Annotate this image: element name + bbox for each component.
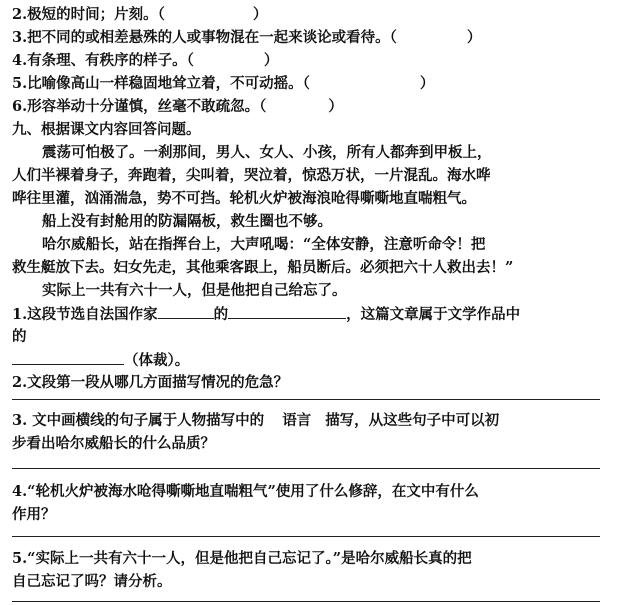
question-3-cont: 步看出哈尔威船长的什么品质？ <box>12 435 215 452</box>
question-5: 5.“实际上一共有六十一人，但是他把自己忘记了。”是哈尔威船长真的把 <box>12 550 472 567</box>
vocab-item-5: 5.比喻像高山一样稳固地耸立着，不可动摇。（ ） <box>12 75 435 92</box>
genre-answer-blank[interactable] <box>12 350 124 365</box>
question-3: 3. 文中画横线的句子属于人物描写中的 语言 描写，从这些句子中可以初 <box>12 412 500 429</box>
question-4: 4.“轮机火炉被海水呛得嘶嘶地直喘粗气”使用了什么修辞，在文中有什么 <box>12 483 479 500</box>
answer-line-3[interactable] <box>12 468 600 469</box>
section-heading: 九、根据课文内容回答问题。 <box>12 121 201 138</box>
passage-line: 人们半裸着身子，奔跑着，尖叫着，哭泣着，惊恐万状，一片混乱。海水哗 <box>12 167 491 184</box>
vocab-item-4: 4.有条理、有秩序的样子。（ ） <box>12 52 279 69</box>
question-4-cont: 作用？ <box>12 506 56 523</box>
question-1-genre: （体裁）。 <box>12 350 189 371</box>
passage-line: 救生艇放下去。妇女先走，其他乘客跟上，船员断后。必须把六十人救出去！” <box>12 259 514 276</box>
question-1: 1.这段节选自法国作家 的 ，这篇文章属于文学作品中 <box>12 306 521 323</box>
title-answer-blank[interactable] <box>228 304 346 319</box>
passage-line: 船上没有封舱用的防漏隔板，救生圈也不够。 <box>42 213 332 230</box>
passage-line: 实际上一共有六十一人，但是他把自己给忘了。 <box>42 282 347 299</box>
passage-line: 哈尔威船长，站在指挥台上，大声吼喝：“全体安静，注意听命令！把 <box>42 236 486 253</box>
answer-line-5[interactable] <box>12 601 600 602</box>
question-5-cont: 自己忘记了吗？请分析。 <box>12 573 172 590</box>
author-answer-blank[interactable] <box>158 304 214 319</box>
passage-line: 震荡可怕极了。一刹那间，男人、女人、小孩，所有人都奔到甲板上， <box>42 144 492 161</box>
answer-line-4[interactable] <box>12 536 600 537</box>
question-2: 2.文段第一段从哪几方面描写情况的危急？ <box>12 374 289 391</box>
vocab-item-2: 2.极短的时间；片刻。（ ） <box>12 6 268 23</box>
passage-line: 哗往里灌，汹涌湍急，势不可挡。轮机火炉被海浪呛得嘶嘶地直喘粗气。 <box>12 190 476 207</box>
answer-line-2[interactable] <box>12 399 600 400</box>
vocab-item-3: 3.把不同的或相差悬殊的人或事物混在一起来谈论或看待。（ ） <box>12 29 482 46</box>
vocab-item-6: 6.形容举动十分谨慎，丝毫不敢疏忽。（ ） <box>12 98 343 115</box>
question-1-cont: 的 <box>12 328 27 345</box>
